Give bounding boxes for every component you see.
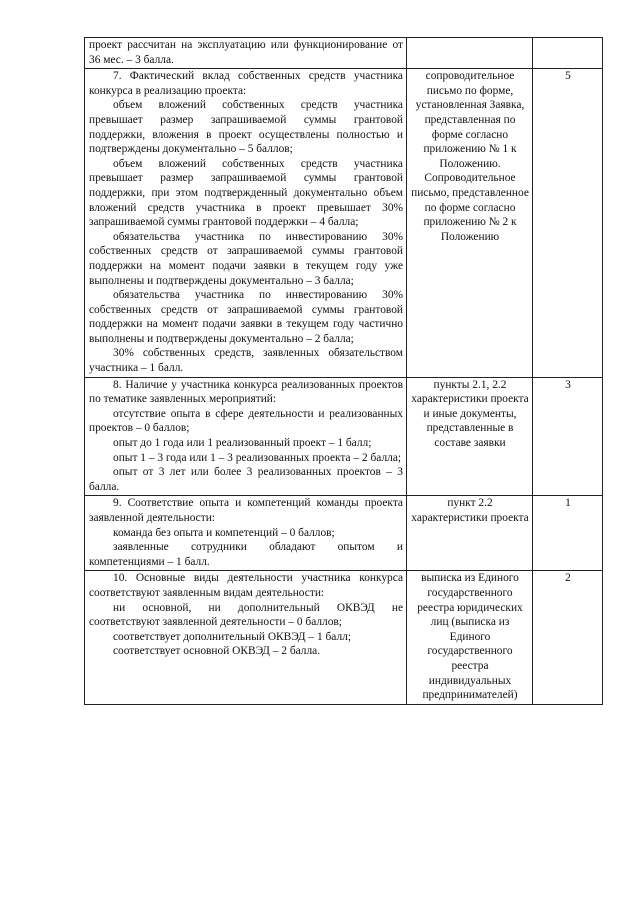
criterion-paragraph: соответствует основной ОКВЭД – 2 балла. xyxy=(113,645,321,658)
criterion-paragraph: обязательства участника по инвестированию 30% собственных средств от запрашиваемой суммы грантовой поддержки на момент подачи заявки в текущем году частично выполнены и подтверждены документально – 2 балла; xyxy=(89,289,403,345)
max-score-cell: 2 xyxy=(533,571,603,704)
criterion-paragraph: ни основной, ни дополнительный ОКВЭД не соответствуют заявленной деятельности – 0 баллов; xyxy=(89,601,403,629)
criterion-cell xyxy=(85,571,407,704)
criterion-paragraph: 30% собственных средств, заявленных обязательством участника – 1 балл. xyxy=(89,347,403,375)
criterion-paragraph: команда без опыта и компетенций – 0 баллов; xyxy=(113,526,335,539)
source-document-cell: пункт 2.2 характеристики проекта xyxy=(407,496,533,571)
criterion-paragraph: 9. Соответствие опыта и компетенций команды проекта заявленной деятельности: xyxy=(89,497,403,524)
criteria-table xyxy=(84,37,603,705)
criterion-paragraph: 8. Наличие у участника конкурса реализованных проектов по тематике заявленных мероприятий: xyxy=(89,378,403,406)
criterion-paragraph: 7. Фактический вклад собственных средств участника конкурса в реализацию проекта: xyxy=(89,70,403,97)
criterion-paragraph: отсутствие опыта в сфере деятельности и реализованных проектов – 0 баллов; xyxy=(89,407,403,435)
criterion-paragraph: соответствует дополнительный ОКВЭД – 1 балл; xyxy=(113,630,351,643)
criterion-paragraph: объем вложений собственных средств участника превышает размер запрашиваемой суммы грантовой поддержки, при этом подтвержденный документально объем вложений средств участника в проект превышает 30% запрашиваемой суммы грантовой поддержки – 4 балла; xyxy=(89,157,403,229)
max-score-cell: 3 xyxy=(533,377,603,496)
criterion-cell xyxy=(85,69,407,377)
criterion-paragraph: опыт до 1 года или 1 реализованный проект – 1 балл; xyxy=(113,437,372,450)
criterion-paragraph: опыт от 3 лет или более 3 реализованных проектов – 3 балла. xyxy=(89,466,403,493)
max-score-cell: 1 xyxy=(533,496,603,571)
criterion-cell xyxy=(85,377,407,496)
max-score-cell: 5 xyxy=(533,69,603,377)
criterion-cell xyxy=(85,38,407,69)
source-document-cell: сопроводительное письмо по форме, установленная Заявка, представленная по форме согласно приложению № 1 к Положению. Сопроводительное письмо, представленное по форме согласно приложению № 2 к Положению xyxy=(407,69,533,377)
source-document-cell: пункты 2.1, 2.2 характеристики проекта и иные документы, представленные в составе заявки xyxy=(407,377,533,496)
criterion-paragraph: объем вложений собственных средств участника превышает размер запрашиваемой суммы грантовой поддержки, вложения в проект осуществлены полностью и подтверждены документально – 5 баллов; xyxy=(89,99,403,156)
source-document-cell: выписка из Единого государственного реестра юридических лиц (выписка из Единого государственного реестра индивидуальных предпринимателей) xyxy=(407,571,533,704)
criterion-cell xyxy=(85,496,407,571)
table-row xyxy=(85,496,603,571)
criterion-paragraph: 10. Основные виды деятельности участника конкурса соответствуют заявленным видам деятельности: xyxy=(89,572,403,599)
max-score-cell xyxy=(533,38,603,69)
table-row xyxy=(85,38,603,69)
criterion-paragraph: заявленные сотрудники обладают опытом и компетенциями – 1 балл. xyxy=(89,541,403,568)
criterion-paragraph: проект рассчитан на эксплуатацию или функционирование от 36 мес. – 3 балла. xyxy=(89,39,403,66)
criterion-paragraph: опыт 1 – 3 года или 1 – 3 реализованных проекта – 2 балла; xyxy=(113,451,402,464)
source-document-cell xyxy=(407,38,533,69)
table-row xyxy=(85,571,603,704)
table-row xyxy=(85,69,603,377)
table-row xyxy=(85,377,603,496)
criterion-paragraph: обязательства участника по инвестированию 30% собственных средств от запрашиваемой суммы грантовой поддержки на момент подачи заявки в текущем году уже выполнены и подтверждены документально – 3 балла; xyxy=(89,230,403,287)
